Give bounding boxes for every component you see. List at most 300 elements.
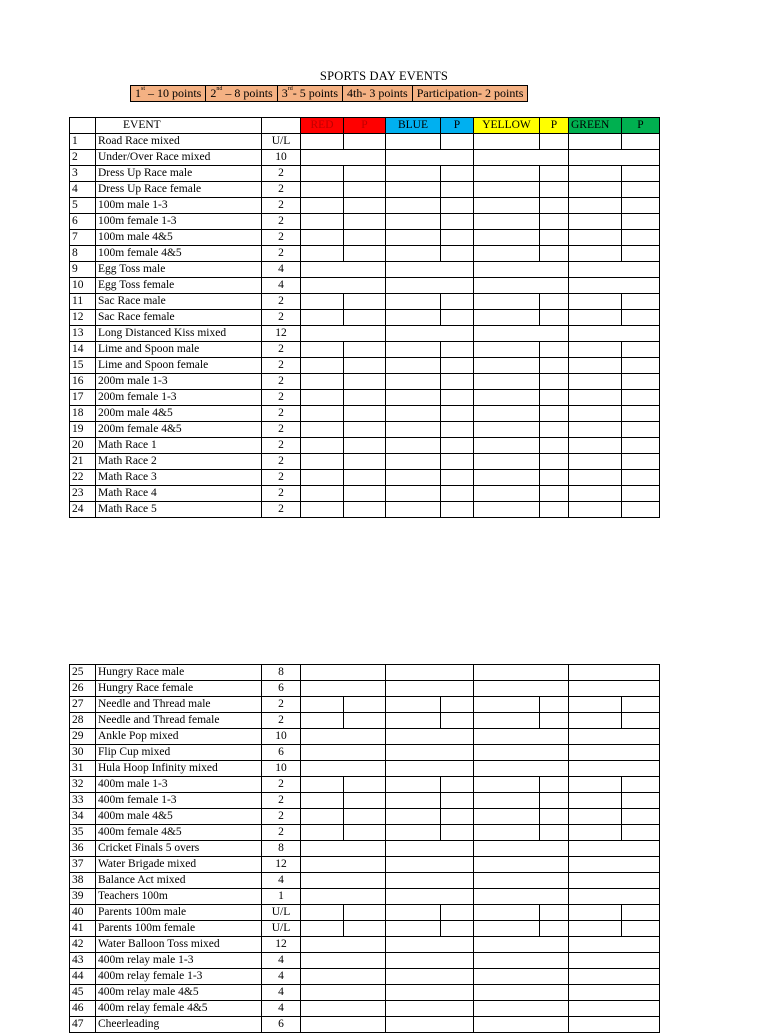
- yellow-p-cell[interactable]: [540, 246, 569, 262]
- red-score-cell[interactable]: [301, 358, 344, 374]
- yellow-score-cell[interactable]: [474, 214, 540, 230]
- green-score-cell[interactable]: [569, 825, 622, 841]
- green-p-cell[interactable]: [622, 454, 660, 470]
- blue-p-cell[interactable]: [441, 358, 474, 374]
- red-p-cell[interactable]: [344, 905, 386, 921]
- green-score-cell[interactable]: [569, 182, 622, 198]
- blue-p-cell[interactable]: [441, 438, 474, 454]
- green-score-cell[interactable]: [569, 713, 622, 729]
- blue-score-cell[interactable]: [386, 857, 474, 873]
- blue-p-cell[interactable]: [441, 697, 474, 713]
- green-score-cell[interactable]: [569, 905, 622, 921]
- green-p-cell[interactable]: [622, 713, 660, 729]
- blue-p-cell[interactable]: [441, 134, 474, 150]
- yellow-score-cell[interactable]: [474, 889, 569, 905]
- yellow-p-cell[interactable]: [540, 697, 569, 713]
- red-p-cell[interactable]: [344, 486, 386, 502]
- yellow-p-cell[interactable]: [540, 905, 569, 921]
- yellow-p-cell[interactable]: [540, 358, 569, 374]
- blue-p-cell[interactable]: [441, 905, 474, 921]
- yellow-score-cell[interactable]: [474, 729, 569, 745]
- green-score-cell[interactable]: [569, 857, 660, 873]
- red-score-cell[interactable]: [301, 969, 386, 985]
- blue-score-cell[interactable]: [386, 889, 474, 905]
- red-p-cell[interactable]: [344, 502, 386, 518]
- blue-score-cell[interactable]: [386, 246, 441, 262]
- blue-score-cell[interactable]: [386, 278, 474, 294]
- red-p-cell[interactable]: [344, 713, 386, 729]
- green-p-cell[interactable]: [622, 198, 660, 214]
- green-p-cell[interactable]: [622, 486, 660, 502]
- green-score-cell[interactable]: [569, 438, 622, 454]
- yellow-p-cell[interactable]: [540, 390, 569, 406]
- red-p-cell[interactable]: [344, 454, 386, 470]
- blue-score-cell[interactable]: [386, 342, 441, 358]
- yellow-score-cell[interactable]: [474, 198, 540, 214]
- green-p-cell[interactable]: [622, 294, 660, 310]
- blue-score-cell[interactable]: [386, 374, 441, 390]
- yellow-score-cell[interactable]: [474, 697, 540, 713]
- green-score-cell[interactable]: [569, 374, 622, 390]
- red-score-cell[interactable]: [301, 374, 344, 390]
- yellow-score-cell[interactable]: [474, 841, 569, 857]
- red-score-cell[interactable]: [301, 745, 386, 761]
- yellow-score-cell[interactable]: [474, 793, 540, 809]
- yellow-score-cell[interactable]: [474, 921, 540, 937]
- blue-p-cell[interactable]: [441, 294, 474, 310]
- yellow-score-cell[interactable]: [474, 665, 569, 681]
- green-score-cell[interactable]: [569, 985, 660, 1001]
- blue-score-cell[interactable]: [386, 665, 474, 681]
- green-p-cell[interactable]: [622, 246, 660, 262]
- green-p-cell[interactable]: [622, 825, 660, 841]
- blue-score-cell[interactable]: [386, 230, 441, 246]
- blue-score-cell[interactable]: [386, 985, 474, 1001]
- yellow-score-cell[interactable]: [474, 294, 540, 310]
- yellow-p-cell[interactable]: [540, 182, 569, 198]
- red-score-cell[interactable]: [301, 985, 386, 1001]
- green-p-cell[interactable]: [622, 358, 660, 374]
- red-score-cell[interactable]: [301, 857, 386, 873]
- yellow-p-cell[interactable]: [540, 198, 569, 214]
- yellow-score-cell[interactable]: [474, 278, 569, 294]
- green-score-cell[interactable]: [569, 761, 660, 777]
- green-score-cell[interactable]: [569, 406, 622, 422]
- green-score-cell[interactable]: [569, 422, 622, 438]
- blue-p-cell[interactable]: [441, 374, 474, 390]
- yellow-score-cell[interactable]: [474, 134, 540, 150]
- yellow-p-cell[interactable]: [540, 374, 569, 390]
- green-score-cell[interactable]: [569, 502, 622, 518]
- green-p-cell[interactable]: [622, 809, 660, 825]
- red-p-cell[interactable]: [344, 134, 386, 150]
- green-score-cell[interactable]: [569, 1001, 660, 1017]
- red-score-cell[interactable]: [301, 889, 386, 905]
- red-p-cell[interactable]: [344, 246, 386, 262]
- red-p-cell[interactable]: [344, 342, 386, 358]
- green-score-cell[interactable]: [569, 777, 622, 793]
- red-p-cell[interactable]: [344, 166, 386, 182]
- green-score-cell[interactable]: [569, 326, 660, 342]
- red-p-cell[interactable]: [344, 198, 386, 214]
- yellow-p-cell[interactable]: [540, 214, 569, 230]
- yellow-p-cell[interactable]: [540, 134, 569, 150]
- yellow-p-cell[interactable]: [540, 230, 569, 246]
- green-score-cell[interactable]: [569, 390, 622, 406]
- green-score-cell[interactable]: [569, 454, 622, 470]
- red-score-cell[interactable]: [301, 905, 344, 921]
- green-score-cell[interactable]: [569, 150, 660, 166]
- yellow-p-cell[interactable]: [540, 921, 569, 937]
- blue-p-cell[interactable]: [441, 793, 474, 809]
- blue-score-cell[interactable]: [386, 793, 441, 809]
- green-score-cell[interactable]: [569, 294, 622, 310]
- green-p-cell[interactable]: [622, 374, 660, 390]
- green-p-cell[interactable]: [622, 406, 660, 422]
- blue-score-cell[interactable]: [386, 745, 474, 761]
- blue-score-cell[interactable]: [386, 953, 474, 969]
- yellow-score-cell[interactable]: [474, 809, 540, 825]
- blue-p-cell[interactable]: [441, 470, 474, 486]
- blue-score-cell[interactable]: [386, 166, 441, 182]
- blue-score-cell[interactable]: [386, 905, 441, 921]
- red-score-cell[interactable]: [301, 134, 344, 150]
- blue-p-cell[interactable]: [441, 230, 474, 246]
- blue-score-cell[interactable]: [386, 697, 441, 713]
- red-score-cell[interactable]: [301, 294, 344, 310]
- red-score-cell[interactable]: [301, 390, 344, 406]
- green-score-cell[interactable]: [569, 665, 660, 681]
- blue-score-cell[interactable]: [386, 502, 441, 518]
- yellow-p-cell[interactable]: [540, 454, 569, 470]
- blue-p-cell[interactable]: [441, 825, 474, 841]
- yellow-score-cell[interactable]: [474, 969, 569, 985]
- red-p-cell[interactable]: [344, 697, 386, 713]
- yellow-score-cell[interactable]: [474, 681, 569, 697]
- blue-p-cell[interactable]: [441, 713, 474, 729]
- yellow-score-cell[interactable]: [474, 262, 569, 278]
- blue-score-cell[interactable]: [386, 294, 441, 310]
- red-p-cell[interactable]: [344, 470, 386, 486]
- red-score-cell[interactable]: [301, 793, 344, 809]
- red-score-cell[interactable]: [301, 198, 344, 214]
- red-p-cell[interactable]: [344, 310, 386, 326]
- yellow-p-cell[interactable]: [540, 713, 569, 729]
- blue-score-cell[interactable]: [386, 713, 441, 729]
- red-score-cell[interactable]: [301, 182, 344, 198]
- blue-p-cell[interactable]: [441, 342, 474, 358]
- green-score-cell[interactable]: [569, 166, 622, 182]
- blue-p-cell[interactable]: [441, 422, 474, 438]
- red-score-cell[interactable]: [301, 422, 344, 438]
- red-score-cell[interactable]: [301, 697, 344, 713]
- yellow-score-cell[interactable]: [474, 358, 540, 374]
- red-score-cell[interactable]: [301, 681, 386, 697]
- red-p-cell[interactable]: [344, 921, 386, 937]
- blue-p-cell[interactable]: [441, 310, 474, 326]
- red-score-cell[interactable]: [301, 1017, 386, 1033]
- red-p-cell[interactable]: [344, 230, 386, 246]
- green-score-cell[interactable]: [569, 953, 660, 969]
- yellow-p-cell[interactable]: [540, 486, 569, 502]
- blue-score-cell[interactable]: [386, 406, 441, 422]
- blue-p-cell[interactable]: [441, 406, 474, 422]
- yellow-score-cell[interactable]: [474, 905, 540, 921]
- red-score-cell[interactable]: [301, 166, 344, 182]
- blue-p-cell[interactable]: [441, 166, 474, 182]
- yellow-score-cell[interactable]: [474, 374, 540, 390]
- yellow-p-cell[interactable]: [540, 406, 569, 422]
- yellow-score-cell[interactable]: [474, 182, 540, 198]
- green-score-cell[interactable]: [569, 841, 660, 857]
- red-score-cell[interactable]: [301, 825, 344, 841]
- yellow-score-cell[interactable]: [474, 310, 540, 326]
- red-p-cell[interactable]: [344, 390, 386, 406]
- red-score-cell[interactable]: [301, 713, 344, 729]
- blue-score-cell[interactable]: [386, 470, 441, 486]
- blue-score-cell[interactable]: [386, 825, 441, 841]
- green-score-cell[interactable]: [569, 262, 660, 278]
- yellow-score-cell[interactable]: [474, 342, 540, 358]
- yellow-score-cell[interactable]: [474, 150, 569, 166]
- yellow-score-cell[interactable]: [474, 454, 540, 470]
- green-score-cell[interactable]: [569, 310, 622, 326]
- red-p-cell[interactable]: [344, 422, 386, 438]
- blue-p-cell[interactable]: [441, 454, 474, 470]
- blue-score-cell[interactable]: [386, 262, 474, 278]
- green-score-cell[interactable]: [569, 198, 622, 214]
- green-score-cell[interactable]: [569, 358, 622, 374]
- green-score-cell[interactable]: [569, 889, 660, 905]
- blue-score-cell[interactable]: [386, 681, 474, 697]
- red-score-cell[interactable]: [301, 406, 344, 422]
- yellow-p-cell[interactable]: [540, 310, 569, 326]
- green-p-cell[interactable]: [622, 422, 660, 438]
- green-p-cell[interactable]: [622, 793, 660, 809]
- blue-score-cell[interactable]: [386, 134, 441, 150]
- yellow-p-cell[interactable]: [540, 342, 569, 358]
- green-p-cell[interactable]: [622, 182, 660, 198]
- yellow-score-cell[interactable]: [474, 825, 540, 841]
- green-p-cell[interactable]: [622, 438, 660, 454]
- yellow-score-cell[interactable]: [474, 390, 540, 406]
- green-score-cell[interactable]: [569, 278, 660, 294]
- yellow-score-cell[interactable]: [474, 953, 569, 969]
- blue-p-cell[interactable]: [441, 390, 474, 406]
- yellow-p-cell[interactable]: [540, 777, 569, 793]
- red-score-cell[interactable]: [301, 262, 386, 278]
- yellow-score-cell[interactable]: [474, 1001, 569, 1017]
- green-p-cell[interactable]: [622, 697, 660, 713]
- blue-score-cell[interactable]: [386, 422, 441, 438]
- green-score-cell[interactable]: [569, 729, 660, 745]
- yellow-score-cell[interactable]: [474, 502, 540, 518]
- red-score-cell[interactable]: [301, 230, 344, 246]
- blue-p-cell[interactable]: [441, 921, 474, 937]
- green-score-cell[interactable]: [569, 230, 622, 246]
- yellow-score-cell[interactable]: [474, 326, 569, 342]
- green-score-cell[interactable]: [569, 745, 660, 761]
- blue-p-cell[interactable]: [441, 198, 474, 214]
- green-p-cell[interactable]: [622, 310, 660, 326]
- red-score-cell[interactable]: [301, 214, 344, 230]
- green-p-cell[interactable]: [622, 390, 660, 406]
- green-score-cell[interactable]: [569, 470, 622, 486]
- blue-score-cell[interactable]: [386, 809, 441, 825]
- yellow-score-cell[interactable]: [474, 422, 540, 438]
- blue-score-cell[interactable]: [386, 841, 474, 857]
- blue-score-cell[interactable]: [386, 777, 441, 793]
- blue-p-cell[interactable]: [441, 502, 474, 518]
- blue-score-cell[interactable]: [386, 486, 441, 502]
- green-score-cell[interactable]: [569, 342, 622, 358]
- blue-score-cell[interactable]: [386, 358, 441, 374]
- blue-score-cell[interactable]: [386, 182, 441, 198]
- yellow-score-cell[interactable]: [474, 230, 540, 246]
- green-p-cell[interactable]: [622, 502, 660, 518]
- red-score-cell[interactable]: [301, 729, 386, 745]
- blue-score-cell[interactable]: [386, 921, 441, 937]
- red-score-cell[interactable]: [301, 342, 344, 358]
- blue-score-cell[interactable]: [386, 454, 441, 470]
- green-score-cell[interactable]: [569, 134, 622, 150]
- green-score-cell[interactable]: [569, 486, 622, 502]
- green-score-cell[interactable]: [569, 1017, 660, 1033]
- yellow-score-cell[interactable]: [474, 937, 569, 953]
- blue-score-cell[interactable]: [386, 150, 474, 166]
- yellow-score-cell[interactable]: [474, 166, 540, 182]
- yellow-score-cell[interactable]: [474, 406, 540, 422]
- red-p-cell[interactable]: [344, 825, 386, 841]
- yellow-score-cell[interactable]: [474, 777, 540, 793]
- green-score-cell[interactable]: [569, 793, 622, 809]
- blue-score-cell[interactable]: [386, 969, 474, 985]
- red-score-cell[interactable]: [301, 150, 386, 166]
- green-p-cell[interactable]: [622, 230, 660, 246]
- yellow-score-cell[interactable]: [474, 857, 569, 873]
- red-p-cell[interactable]: [344, 358, 386, 374]
- red-score-cell[interactable]: [301, 809, 344, 825]
- yellow-score-cell[interactable]: [474, 438, 540, 454]
- red-p-cell[interactable]: [344, 406, 386, 422]
- red-score-cell[interactable]: [301, 873, 386, 889]
- red-p-cell[interactable]: [344, 793, 386, 809]
- red-score-cell[interactable]: [301, 841, 386, 857]
- blue-score-cell[interactable]: [386, 214, 441, 230]
- green-score-cell[interactable]: [569, 809, 622, 825]
- red-score-cell[interactable]: [301, 1001, 386, 1017]
- blue-p-cell[interactable]: [441, 486, 474, 502]
- green-p-cell[interactable]: [622, 921, 660, 937]
- red-score-cell[interactable]: [301, 278, 386, 294]
- yellow-p-cell[interactable]: [540, 294, 569, 310]
- blue-score-cell[interactable]: [386, 310, 441, 326]
- green-score-cell[interactable]: [569, 246, 622, 262]
- green-p-cell[interactable]: [622, 905, 660, 921]
- yellow-p-cell[interactable]: [540, 825, 569, 841]
- blue-score-cell[interactable]: [386, 198, 441, 214]
- yellow-score-cell[interactable]: [474, 713, 540, 729]
- red-score-cell[interactable]: [301, 502, 344, 518]
- yellow-p-cell[interactable]: [540, 166, 569, 182]
- blue-score-cell[interactable]: [386, 937, 474, 953]
- yellow-score-cell[interactable]: [474, 761, 569, 777]
- red-p-cell[interactable]: [344, 777, 386, 793]
- blue-score-cell[interactable]: [386, 729, 474, 745]
- yellow-score-cell[interactable]: [474, 470, 540, 486]
- green-score-cell[interactable]: [569, 921, 622, 937]
- blue-p-cell[interactable]: [441, 246, 474, 262]
- red-score-cell[interactable]: [301, 454, 344, 470]
- red-score-cell[interactable]: [301, 326, 386, 342]
- yellow-score-cell[interactable]: [474, 745, 569, 761]
- red-p-cell[interactable]: [344, 182, 386, 198]
- green-p-cell[interactable]: [622, 342, 660, 358]
- red-p-cell[interactable]: [344, 214, 386, 230]
- yellow-p-cell[interactable]: [540, 502, 569, 518]
- green-p-cell[interactable]: [622, 777, 660, 793]
- green-score-cell[interactable]: [569, 873, 660, 889]
- blue-p-cell[interactable]: [441, 777, 474, 793]
- red-p-cell[interactable]: [344, 294, 386, 310]
- red-score-cell[interactable]: [301, 777, 344, 793]
- yellow-p-cell[interactable]: [540, 422, 569, 438]
- blue-score-cell[interactable]: [386, 1017, 474, 1033]
- red-score-cell[interactable]: [301, 438, 344, 454]
- green-score-cell[interactable]: [569, 937, 660, 953]
- red-score-cell[interactable]: [301, 486, 344, 502]
- red-score-cell[interactable]: [301, 665, 386, 681]
- red-p-cell[interactable]: [344, 374, 386, 390]
- green-score-cell[interactable]: [569, 697, 622, 713]
- yellow-score-cell[interactable]: [474, 486, 540, 502]
- red-score-cell[interactable]: [301, 310, 344, 326]
- red-p-cell[interactable]: [344, 438, 386, 454]
- green-p-cell[interactable]: [622, 470, 660, 486]
- blue-p-cell[interactable]: [441, 214, 474, 230]
- green-p-cell[interactable]: [622, 134, 660, 150]
- red-score-cell[interactable]: [301, 921, 344, 937]
- yellow-p-cell[interactable]: [540, 809, 569, 825]
- yellow-p-cell[interactable]: [540, 793, 569, 809]
- red-score-cell[interactable]: [301, 470, 344, 486]
- red-score-cell[interactable]: [301, 246, 344, 262]
- blue-p-cell[interactable]: [441, 182, 474, 198]
- yellow-p-cell[interactable]: [540, 438, 569, 454]
- blue-score-cell[interactable]: [386, 326, 474, 342]
- yellow-score-cell[interactable]: [474, 873, 569, 889]
- blue-p-cell[interactable]: [441, 809, 474, 825]
- blue-score-cell[interactable]: [386, 438, 441, 454]
- blue-score-cell[interactable]: [386, 873, 474, 889]
- blue-score-cell[interactable]: [386, 390, 441, 406]
- yellow-p-cell[interactable]: [540, 470, 569, 486]
- blue-score-cell[interactable]: [386, 761, 474, 777]
- green-score-cell[interactable]: [569, 214, 622, 230]
- blue-score-cell[interactable]: [386, 1001, 474, 1017]
- red-score-cell[interactable]: [301, 953, 386, 969]
- green-score-cell[interactable]: [569, 681, 660, 697]
- red-score-cell[interactable]: [301, 937, 386, 953]
- green-p-cell[interactable]: [622, 214, 660, 230]
- red-p-cell[interactable]: [344, 809, 386, 825]
- red-score-cell[interactable]: [301, 761, 386, 777]
- yellow-score-cell[interactable]: [474, 1017, 569, 1033]
- green-p-cell[interactable]: [622, 166, 660, 182]
- green-score-cell[interactable]: [569, 969, 660, 985]
- yellow-score-cell[interactable]: [474, 246, 540, 262]
- yellow-score-cell[interactable]: [474, 985, 569, 1001]
